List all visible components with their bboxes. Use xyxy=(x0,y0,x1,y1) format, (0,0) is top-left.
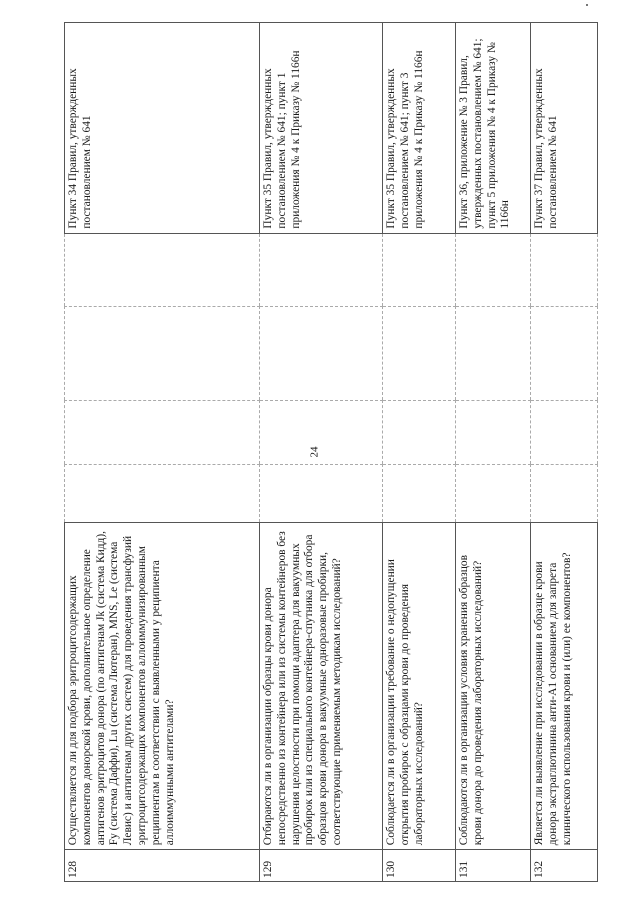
legal-reference: Пункт 37 Правил, утвержденных постановлением № 641 xyxy=(531,23,598,234)
table-row xyxy=(383,23,456,882)
row-number: 130 xyxy=(383,850,456,882)
scan-dot xyxy=(586,4,588,6)
question-text: Отбираются ли в организации образцы крови донора непосредственно из контейнера или из системы контейнеров без нарушения целостности при помощи адаптера для вакуумных пробирок или из специального контейнера-спутника для отбора образцов крови донора в вакуумные одноразовые пробирки, соответствующие применяемым методикам исследований? xyxy=(260,523,383,850)
answer-cell-na xyxy=(456,306,531,400)
answer-cell-note xyxy=(65,233,260,306)
answer-cell-yes xyxy=(456,465,531,523)
page-number: 24 xyxy=(308,446,321,458)
answer-cell-no xyxy=(260,400,383,465)
answer-cell-na xyxy=(383,306,456,400)
question-text: Осуществляется ли для подбора эритроцитсодержащих компонентов донорской крови, дополнительное определение антигенов эритроцитов донора (по антигенам Jk (система Кидд), Fy (система Даффи), Lu (система Лютеран), MNS, Le (система Левис) и антигенам других систем) для проведения трансфузий эритроцитсодержащих компонентов аллоиммунизированным реципиентам в соответствии с выявленными у реципиента аллоиммунными антителами? xyxy=(65,523,260,850)
answer-cell-yes xyxy=(531,465,598,523)
table-row xyxy=(456,23,531,882)
checklist-table-rotated xyxy=(64,22,619,882)
row-number: 131 xyxy=(456,850,531,882)
table-row xyxy=(65,23,260,882)
answer-cell-note xyxy=(456,233,531,306)
answer-cell-note xyxy=(383,233,456,306)
answer-cell-na xyxy=(65,306,260,400)
checklist-table xyxy=(64,22,598,882)
table-row xyxy=(531,23,598,882)
row-number: 132 xyxy=(531,850,598,882)
answer-cell-na xyxy=(531,306,598,400)
answer-cell-no xyxy=(65,400,260,465)
legal-reference: Пункт 36, приложение № 3 Правил, утвержденных постановлением № 641; пункт 5 приложения № 4 к Приказу № 1166н xyxy=(456,23,531,234)
question-text: Соблюдаются ли в организации условия хранения образцов крови донора до проведения лабораторных исследований? xyxy=(456,523,531,850)
answer-cell-yes xyxy=(65,465,260,523)
legal-reference: Пункт 35 Правил, утвержденных постановлением № 641; пункт 1 приложения № 4 к Приказу № 1166н xyxy=(260,23,383,234)
answer-cell-na xyxy=(260,306,383,400)
question-text: Является ли выявление при исследовании в образце крови донора экстраглютинина анти-A1 основанием для запрета клинического использования крови и (или) ее компонентов? xyxy=(531,523,598,850)
answer-cell-no xyxy=(456,400,531,465)
legal-reference: Пункт 34 Правил, утвержденных постановлением № 641 xyxy=(65,23,260,234)
question-text: Соблюдается ли в организации требование о недопущении открытия пробирок с образцами крови до проведения лабораторных исследований? xyxy=(383,523,456,850)
legal-reference: Пункт 35 Правил, утвержденных постановлением № 641; пункт 3 приложения № 4 к Приказу № 1166н xyxy=(383,23,456,234)
row-number: 128 xyxy=(65,850,260,882)
answer-cell-no xyxy=(531,400,598,465)
answer-cell-note xyxy=(260,233,383,306)
answer-cell-yes xyxy=(260,465,383,523)
row-number: 129 xyxy=(260,850,383,882)
answer-cell-no xyxy=(383,400,456,465)
answer-cell-yes xyxy=(383,465,456,523)
answer-cell-note xyxy=(531,233,598,306)
table-row xyxy=(260,23,383,882)
